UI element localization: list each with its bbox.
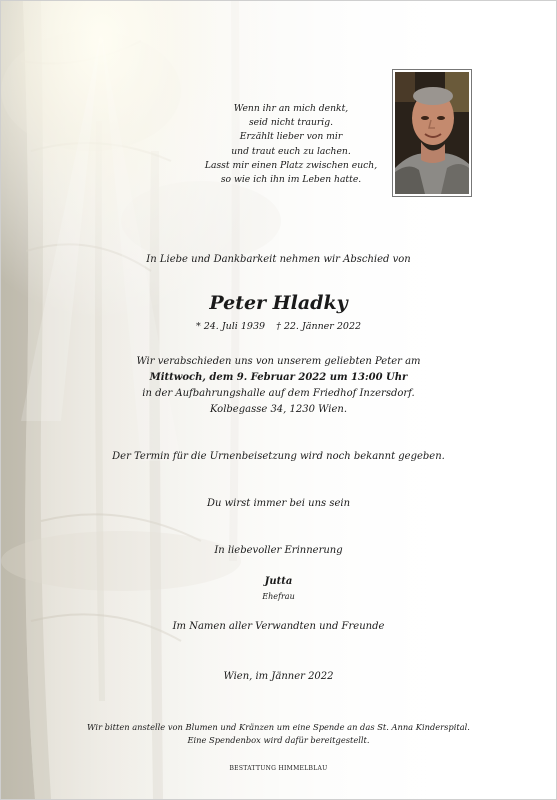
poem-line: so wie ich ihn im Leben hatte. [220,174,362,186]
portrait-photo [395,72,469,194]
birth-date: * 24. Juli 1939 [195,321,266,332]
portrait-frame [392,69,472,197]
deceased-name: Peter Hladky [209,292,348,314]
poem-line: und traut euch zu lachen. [231,145,351,157]
undertaker-name: BESTATTUNG HIMMELBLAU [229,765,328,772]
remembrance-line: In liebevoller Erinnerung [214,545,343,556]
poem-line: seid nicht traurig. [248,117,334,129]
life-dates [1,321,556,332]
poem-line: Wenn ihr an mich denkt, [233,103,349,114]
ceremony-line-1: Wir verabschieden uns von unserem geliebten Peter am [136,356,421,367]
relatives-line: Im Namen aller Verwandten und Freunde [172,621,385,632]
donation-line-1: Wir bitten anstelle von Blumen und Kränzen um eine Spende an das St. Anna Kinderspital. [87,722,470,732]
ceremony-address: Kolbegasse 34, 1230 Wien. [209,404,347,415]
mourner-relation: Ehefrau [262,592,295,601]
mourner-name: Jutta [264,576,293,587]
farewell-intro: In Liebe und Dankbarkeit nehmen wir Abschied von [146,254,411,265]
urn-note: Der Termin für die Urnenbeisetzung wird noch bekannt gegeben. [112,451,445,462]
poem [161,102,421,187]
death-date: † 22. Jänner 2022 [276,321,362,332]
motto: Du wirst immer bei uns sein [206,498,351,509]
donation-line-2: Eine Spendenbox wird dafür bereitgestellt. [187,735,370,745]
place-date: Wien, im Jänner 2022 [223,671,334,682]
ceremony-datetime: Mittwoch, dem 9. Februar 2022 um 13:00 Uhr [149,372,408,383]
ceremony-location: in der Aufbahrungshalle auf dem Friedhof Inzersdorf. [142,388,415,399]
poem-line: Lasst mir einen Platz zwischen euch, [204,159,378,171]
poem-line: Erzählt lieber von mir [239,131,343,143]
